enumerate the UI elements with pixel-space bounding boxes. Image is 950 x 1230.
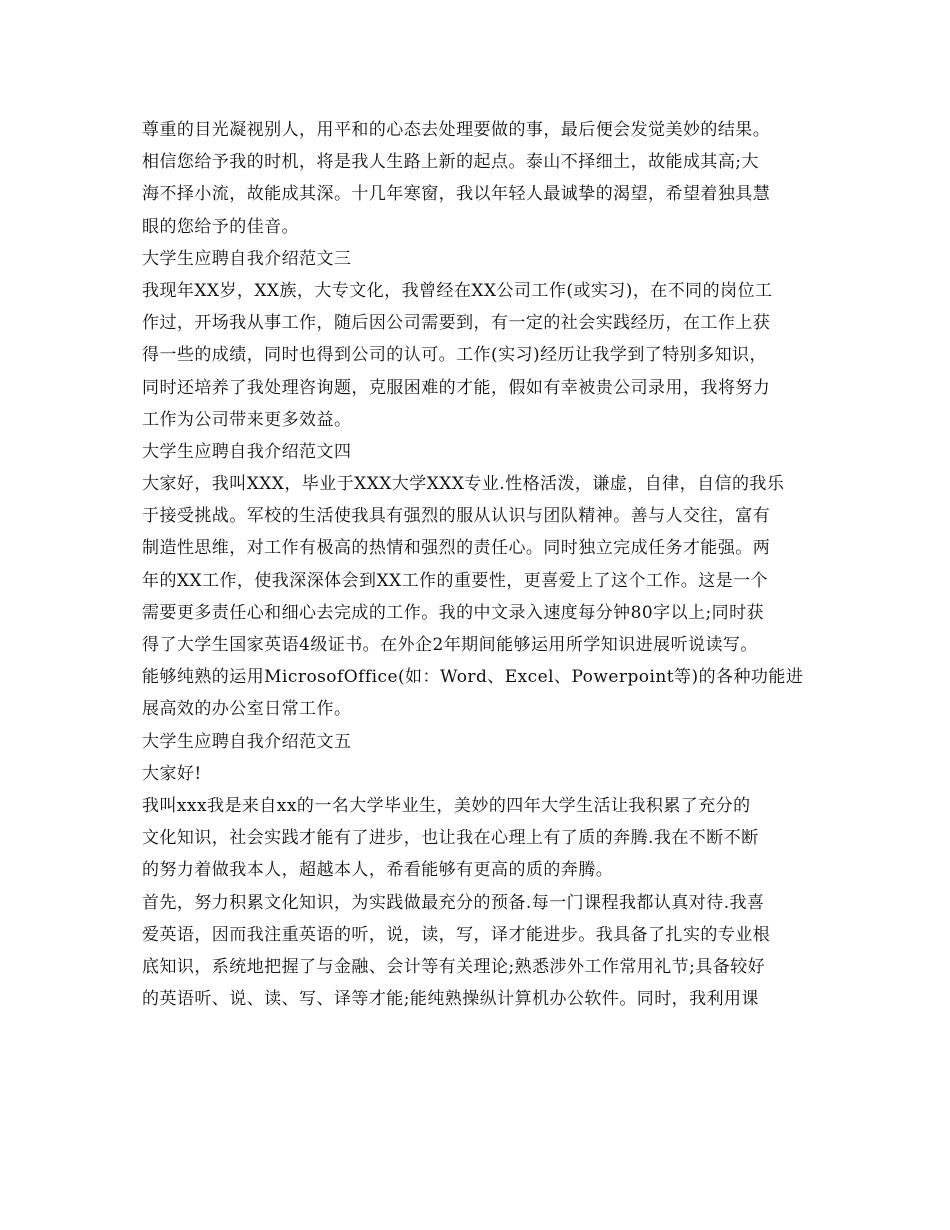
text-line: 制造性思维，对工作有极高的热情和强烈的责任心。同时独立完成任务才能强。两 [142, 538, 771, 559]
text-line: 大家好，我叫XXX，毕业于XXX大学XXX专业.性格活泼，谦虚，自律，自信的我乐 [142, 474, 785, 495]
text-line: 年的XX工作，使我深深体会到XX工作的重要性，更喜爱上了这个工作。这是一个 [142, 570, 769, 591]
text-line: 文化知识，社会实践才能有了进步，也让我在心理上有了质的奔腾.我在不断不断 [142, 828, 759, 849]
text-line: 底知识，系统地把握了与金融、会计等有关理论;熟悉涉外工作常用礼节;具备较好 [142, 956, 766, 977]
section-heading: 大学生应聘自我介绍范文五 [142, 731, 352, 752]
text-line: 能够纯熟的运用MicrosofOffice(如：Word、Excel、Powerpoint等)的各种功能进 [142, 667, 804, 688]
text-line: 我现年XX岁，XX族，大专文化，我曾经在XX公司工作(或实习)，在不同的岗位工 [142, 280, 773, 301]
text-line: 同时还培养了我处理咨询题，克服困难的才能，假如有幸被贵公司录用，我将努力 [142, 377, 771, 398]
text-line: 的努力着做我本人，超越本人，希看能够有更高的质的奔腾。 [142, 860, 614, 881]
text-line: 的英语听、说、读、写、译等才能;能纯熟操纵计算机办公软件。同时，我利用课 [142, 989, 759, 1010]
text-line: 相信您给予我的时机，将是我人生路上新的起点。泰山不择细土，故能成其高;大 [142, 152, 759, 173]
text-line: 我叫xxx我是来自xx的一名大学毕业生，美妙的四年大学生活让我积累了充分的 [142, 795, 751, 816]
text-line: 尊重的目光凝视别人，用平和的心态去处理要做的事，最后便会发觉美妙的结果。 [142, 120, 771, 140]
text-line: 大家好! [142, 763, 202, 784]
text-line: 眼的您给予的佳音。 [142, 216, 300, 237]
text-line: 海不择小流，故能成其深。十几年寒窗，我以年轻人最诚挚的渴望，希望着独具慧 [142, 184, 771, 205]
document-body [142, 114, 822, 1015]
text-line: 首先，努力积累文化知识，为实践做最充分的预备.每一门课程我都认真对待.我喜 [142, 892, 765, 913]
text-line: 工作为公司带来更多效益。 [142, 409, 352, 430]
text-line: 于接受挑战。军校的生活使我具有强烈的服从认识与团队精神。善与人交往，富有 [142, 506, 771, 527]
text-line: 作过，开场我从事工作，随后因公司需要到，有一定的社会实践经历，在工作上获 [142, 313, 771, 334]
section-heading: 大学生应聘自我介绍范文四 [142, 441, 352, 462]
text-line: 得一些的成绩，同时也得到公司的认可。工作(实习)经历让我学到了特别多知识， [142, 345, 767, 366]
text-line: 展高效的办公室日常工作。 [142, 699, 352, 720]
text-line: 需要更多责任心和细心去完成的工作。我的中文录入速度每分钟80字以上;同时获 [142, 602, 765, 623]
text-line: 得了大学生国家英语4级证书。在外企2年期间能够运用所学知识进展听说读写。 [142, 635, 758, 655]
text-line: 爱英语，因而我注重英语的听，说，读，写，译才能进步。我具备了扎实的专业根 [142, 924, 771, 945]
section-heading: 大学生应聘自我介绍范文三 [142, 248, 352, 269]
